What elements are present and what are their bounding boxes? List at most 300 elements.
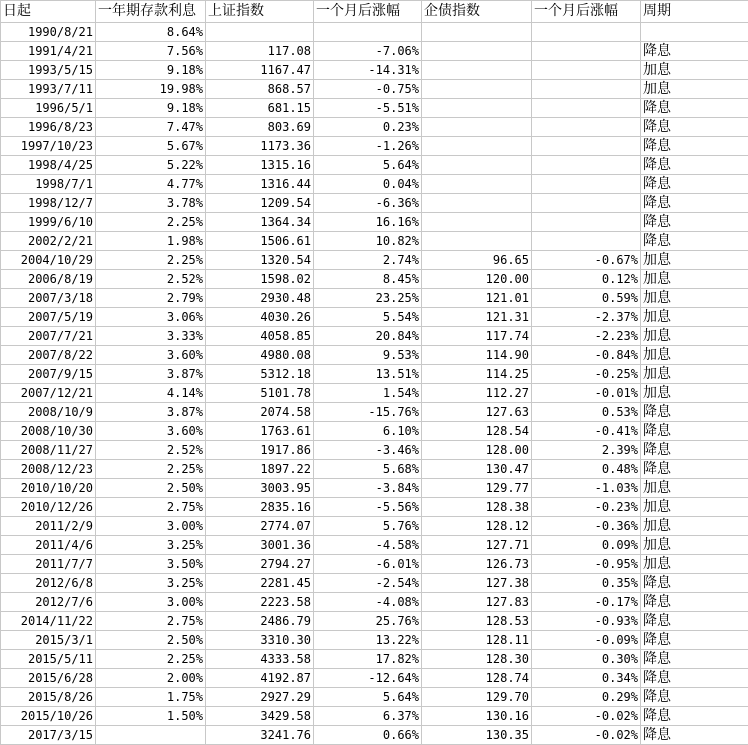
bond-index-cell[interactable]: 130.16: [422, 707, 532, 726]
cycle-cell[interactable]: 降息: [641, 42, 748, 61]
table-row: [1, 650, 748, 669]
date-cell[interactable]: 1990/8/21: [1, 23, 96, 42]
date-cell[interactable]: 1999/6/10: [1, 213, 96, 232]
shanghai-change-cell[interactable]: -2.54%: [314, 574, 422, 593]
date-cell[interactable]: 2010/12/26: [1, 498, 96, 517]
date-cell[interactable]: 2011/2/9: [1, 517, 96, 536]
table-row: [1, 460, 748, 479]
shanghai-change-cell[interactable]: 13.22%: [314, 631, 422, 650]
deposit-rate-cell[interactable]: 3.25%: [96, 536, 206, 555]
date-cell[interactable]: 2012/7/6: [1, 593, 96, 612]
deposit-rate-cell[interactable]: 9.18%: [96, 61, 206, 80]
shanghai-change-cell[interactable]: 5.76%: [314, 517, 422, 536]
shanghai-index-cell[interactable]: 2223.58: [206, 593, 314, 612]
date-cell[interactable]: 2006/8/19: [1, 270, 96, 289]
bond-index-cell[interactable]: 128.11: [422, 631, 532, 650]
shanghai-change-cell[interactable]: 2.74%: [314, 251, 422, 270]
date-cell[interactable]: 2015/10/26: [1, 707, 96, 726]
cycle-cell[interactable]: 降息: [641, 213, 748, 232]
date-cell[interactable]: 2008/11/27: [1, 441, 96, 460]
bond-change-cell[interactable]: -0.02%: [532, 707, 641, 726]
shanghai-change-cell[interactable]: 0.23%: [314, 118, 422, 137]
bond-index-cell[interactable]: 128.00: [422, 441, 532, 460]
table-row: [1, 42, 748, 61]
shanghai-index-cell[interactable]: 3001.36: [206, 536, 314, 555]
date-cell[interactable]: 2010/10/20: [1, 479, 96, 498]
deposit-rate-cell[interactable]: 3.00%: [96, 517, 206, 536]
cycle-cell[interactable]: 降息: [641, 137, 748, 156]
bond-change-cell[interactable]: -0.17%: [532, 593, 641, 612]
cycle-cell[interactable]: 降息: [641, 99, 748, 118]
shanghai-index-cell[interactable]: 2794.27: [206, 555, 314, 574]
date-cell[interactable]: 2008/10/9: [1, 403, 96, 422]
bond-index-cell[interactable]: [422, 194, 532, 213]
shanghai-change-cell[interactable]: 5.68%: [314, 460, 422, 479]
date-cell[interactable]: 1998/7/1: [1, 175, 96, 194]
bond-index-cell[interactable]: 127.38: [422, 574, 532, 593]
bond-index-cell[interactable]: 129.70: [422, 688, 532, 707]
table-row: [1, 61, 748, 80]
cycle-cell[interactable]: 加息: [641, 365, 748, 384]
table-row: [1, 175, 748, 194]
shanghai-index-cell[interactable]: 117.08: [206, 42, 314, 61]
shanghai-index-cell[interactable]: 803.69: [206, 118, 314, 137]
shanghai-change-cell[interactable]: [314, 23, 422, 42]
table-row: [1, 308, 748, 327]
cycle-cell[interactable]: 降息: [641, 707, 748, 726]
table-row: [1, 213, 748, 232]
shanghai-change-cell[interactable]: -4.08%: [314, 593, 422, 612]
shanghai-change-cell[interactable]: 10.82%: [314, 232, 422, 251]
bond-change-cell[interactable]: [532, 99, 641, 118]
deposit-rate-cell[interactable]: 2.25%: [96, 460, 206, 479]
shanghai-change-cell[interactable]: 9.53%: [314, 346, 422, 365]
deposit-rate-cell[interactable]: 7.47%: [96, 118, 206, 137]
date-cell[interactable]: 2002/2/21: [1, 232, 96, 251]
table-body: [1, 23, 748, 745]
table-row: [1, 726, 748, 745]
shanghai-index-cell[interactable]: 2930.48: [206, 289, 314, 308]
deposit-rate-cell[interactable]: 3.25%: [96, 574, 206, 593]
table-row: [1, 669, 748, 688]
bond-change-cell[interactable]: [532, 156, 641, 175]
cycle-cell[interactable]: 降息: [641, 403, 748, 422]
shanghai-change-cell[interactable]: -7.06%: [314, 42, 422, 61]
bond-index-cell[interactable]: 127.63: [422, 403, 532, 422]
deposit-rate-cell[interactable]: 3.06%: [96, 308, 206, 327]
cycle-cell[interactable]: 加息: [641, 289, 748, 308]
shanghai-change-cell[interactable]: 0.66%: [314, 726, 422, 745]
cycle-cell[interactable]: [641, 23, 748, 42]
bond-change-cell[interactable]: -0.93%: [532, 612, 641, 631]
cycle-cell[interactable]: 降息: [641, 441, 748, 460]
date-cell[interactable]: 2011/4/6: [1, 536, 96, 555]
shanghai-change-cell[interactable]: -1.26%: [314, 137, 422, 156]
date-cell[interactable]: 1993/7/11: [1, 80, 96, 99]
bond-change-cell[interactable]: 0.48%: [532, 460, 641, 479]
deposit-rate-cell[interactable]: 2.75%: [96, 612, 206, 631]
deposit-rate-cell[interactable]: 2.00%: [96, 669, 206, 688]
bond-change-cell[interactable]: -0.67%: [532, 251, 641, 270]
shanghai-index-cell[interactable]: 1320.54: [206, 251, 314, 270]
shanghai-change-cell[interactable]: 1.54%: [314, 384, 422, 403]
table-row: [1, 384, 748, 403]
shanghai-change-cell[interactable]: 8.45%: [314, 270, 422, 289]
shanghai-index-cell[interactable]: 4192.87: [206, 669, 314, 688]
bond-index-cell[interactable]: [422, 137, 532, 156]
cycle-cell[interactable]: 加息: [641, 517, 748, 536]
deposit-rate-cell[interactable]: 2.75%: [96, 498, 206, 517]
deposit-rate-cell[interactable]: 2.52%: [96, 441, 206, 460]
deposit-rate-cell[interactable]: 1.50%: [96, 707, 206, 726]
date-cell[interactable]: 2014/11/22: [1, 612, 96, 631]
bond-change-cell[interactable]: 0.12%: [532, 270, 641, 289]
table-row: [1, 23, 748, 42]
shanghai-change-cell[interactable]: -14.31%: [314, 61, 422, 80]
table-row: [1, 574, 748, 593]
shanghai-index-cell[interactable]: 3241.76: [206, 726, 314, 745]
shanghai-change-cell[interactable]: -6.01%: [314, 555, 422, 574]
bond-change-cell[interactable]: [532, 23, 641, 42]
table-row: [1, 118, 748, 137]
deposit-rate-cell[interactable]: 2.50%: [96, 479, 206, 498]
cycle-cell[interactable]: 降息: [641, 593, 748, 612]
deposit-rate-cell[interactable]: 7.56%: [96, 42, 206, 61]
cycle-cell[interactable]: 加息: [641, 61, 748, 80]
cycle-cell[interactable]: 降息: [641, 688, 748, 707]
header-date[interactable]: 日起: [1, 1, 96, 23]
shanghai-index-cell[interactable]: 4333.58: [206, 650, 314, 669]
date-cell[interactable]: 2007/3/18: [1, 289, 96, 308]
deposit-rate-cell[interactable]: 8.64%: [96, 23, 206, 42]
cycle-cell[interactable]: 加息: [641, 555, 748, 574]
shanghai-index-cell[interactable]: 1917.86: [206, 441, 314, 460]
deposit-rate-cell[interactable]: 1.98%: [96, 232, 206, 251]
bond-change-cell[interactable]: -0.01%: [532, 384, 641, 403]
bond-index-cell[interactable]: [422, 80, 532, 99]
shanghai-index-cell[interactable]: 1173.36: [206, 137, 314, 156]
shanghai-change-cell[interactable]: 17.82%: [314, 650, 422, 669]
bond-change-cell[interactable]: 0.09%: [532, 536, 641, 555]
cycle-cell[interactable]: 加息: [641, 498, 748, 517]
deposit-rate-cell[interactable]: 9.18%: [96, 99, 206, 118]
bond-index-cell[interactable]: [422, 42, 532, 61]
shanghai-change-cell[interactable]: -3.46%: [314, 441, 422, 460]
bond-change-cell[interactable]: 0.30%: [532, 650, 641, 669]
shanghai-index-cell[interactable]: 3429.58: [206, 707, 314, 726]
bond-index-cell[interactable]: 129.77: [422, 479, 532, 498]
date-cell[interactable]: 2017/3/15: [1, 726, 96, 745]
bond-change-cell[interactable]: [532, 137, 641, 156]
header-bond-1m-change[interactable]: 一个月后涨幅: [532, 1, 641, 23]
bond-change-cell[interactable]: 0.35%: [532, 574, 641, 593]
deposit-rate-cell[interactable]: 4.14%: [96, 384, 206, 403]
bond-index-cell[interactable]: 112.27: [422, 384, 532, 403]
bond-index-cell[interactable]: 130.47: [422, 460, 532, 479]
deposit-rate-cell[interactable]: 3.60%: [96, 346, 206, 365]
bond-index-cell[interactable]: 127.83: [422, 593, 532, 612]
shanghai-change-cell[interactable]: 13.51%: [314, 365, 422, 384]
table-row: [1, 99, 748, 118]
shanghai-index-cell[interactable]: 4058.85: [206, 327, 314, 346]
cycle-cell[interactable]: 加息: [641, 479, 748, 498]
shanghai-change-cell[interactable]: -4.58%: [314, 536, 422, 555]
shanghai-change-cell[interactable]: -15.76%: [314, 403, 422, 422]
shanghai-change-cell[interactable]: 16.16%: [314, 213, 422, 232]
bond-index-cell[interactable]: [422, 232, 532, 251]
date-cell[interactable]: 2007/7/21: [1, 327, 96, 346]
bond-change-cell[interactable]: -0.23%: [532, 498, 641, 517]
cycle-cell[interactable]: 降息: [641, 726, 748, 745]
shanghai-index-cell[interactable]: 2774.07: [206, 517, 314, 536]
bond-change-cell[interactable]: 0.34%: [532, 669, 641, 688]
shanghai-change-cell[interactable]: -0.75%: [314, 80, 422, 99]
shanghai-index-cell[interactable]: 1897.22: [206, 460, 314, 479]
cycle-cell[interactable]: 降息: [641, 650, 748, 669]
cycle-cell[interactable]: 降息: [641, 460, 748, 479]
cycle-cell[interactable]: 加息: [641, 251, 748, 270]
deposit-rate-cell[interactable]: 2.25%: [96, 251, 206, 270]
bond-change-cell[interactable]: -2.37%: [532, 308, 641, 327]
bond-index-cell[interactable]: 128.30: [422, 650, 532, 669]
shanghai-change-cell[interactable]: 23.25%: [314, 289, 422, 308]
bond-change-cell[interactable]: 0.53%: [532, 403, 641, 422]
table-row: [1, 593, 748, 612]
bond-change-cell[interactable]: [532, 118, 641, 137]
bond-index-cell[interactable]: 128.53: [422, 612, 532, 631]
table-row: [1, 688, 748, 707]
deposit-rate-cell[interactable]: 3.50%: [96, 555, 206, 574]
shanghai-change-cell[interactable]: 5.64%: [314, 688, 422, 707]
bond-change-cell[interactable]: -0.36%: [532, 517, 641, 536]
shanghai-index-cell[interactable]: 3310.30: [206, 631, 314, 650]
date-cell[interactable]: 2008/12/23: [1, 460, 96, 479]
shanghai-index-cell[interactable]: 1167.47: [206, 61, 314, 80]
bond-change-cell[interactable]: [532, 80, 641, 99]
date-cell[interactable]: 2012/6/8: [1, 574, 96, 593]
bond-index-cell[interactable]: 126.73: [422, 555, 532, 574]
cycle-cell[interactable]: 降息: [641, 574, 748, 593]
header-row: [1, 1, 748, 23]
shanghai-change-cell[interactable]: -12.64%: [314, 669, 422, 688]
bond-change-cell[interactable]: -0.95%: [532, 555, 641, 574]
shanghai-index-cell[interactable]: [206, 23, 314, 42]
date-cell[interactable]: 1998/4/25: [1, 156, 96, 175]
bond-index-cell[interactable]: 128.38: [422, 498, 532, 517]
deposit-rate-cell[interactable]: 2.25%: [96, 213, 206, 232]
deposit-rate-cell[interactable]: 2.79%: [96, 289, 206, 308]
shanghai-index-cell[interactable]: 681.15: [206, 99, 314, 118]
shanghai-index-cell[interactable]: 2835.16: [206, 498, 314, 517]
bond-index-cell[interactable]: 130.35: [422, 726, 532, 745]
shanghai-change-cell[interactable]: 20.84%: [314, 327, 422, 346]
header-shanghai-index[interactable]: 上证指数: [206, 1, 314, 23]
bond-index-cell[interactable]: 128.54: [422, 422, 532, 441]
bond-index-cell[interactable]: 120.00: [422, 270, 532, 289]
date-cell[interactable]: 2007/5/19: [1, 308, 96, 327]
shanghai-index-cell[interactable]: 2486.79: [206, 612, 314, 631]
date-cell[interactable]: 1993/5/15: [1, 61, 96, 80]
shanghai-index-cell[interactable]: 4030.26: [206, 308, 314, 327]
shanghai-index-cell[interactable]: 1506.61: [206, 232, 314, 251]
shanghai-index-cell[interactable]: 1763.61: [206, 422, 314, 441]
cycle-cell[interactable]: 降息: [641, 631, 748, 650]
bond-change-cell[interactable]: [532, 61, 641, 80]
deposit-rate-cell[interactable]: 19.98%: [96, 80, 206, 99]
bond-index-cell[interactable]: [422, 118, 532, 137]
shanghai-index-cell[interactable]: 868.57: [206, 80, 314, 99]
bond-change-cell[interactable]: -2.23%: [532, 327, 641, 346]
shanghai-index-cell[interactable]: 4980.08: [206, 346, 314, 365]
bond-change-cell[interactable]: -0.09%: [532, 631, 641, 650]
cycle-cell[interactable]: 降息: [641, 175, 748, 194]
bond-change-cell[interactable]: -0.02%: [532, 726, 641, 745]
header-shanghai-1m-change[interactable]: 一个月后涨幅: [314, 1, 422, 23]
deposit-rate-cell[interactable]: 5.22%: [96, 156, 206, 175]
cycle-cell[interactable]: 降息: [641, 669, 748, 688]
bond-index-cell[interactable]: 114.25: [422, 365, 532, 384]
date-cell[interactable]: 1998/12/7: [1, 194, 96, 213]
cycle-cell[interactable]: 降息: [641, 232, 748, 251]
shanghai-index-cell[interactable]: 2927.29: [206, 688, 314, 707]
bond-index-cell[interactable]: 114.90: [422, 346, 532, 365]
bond-index-cell[interactable]: [422, 61, 532, 80]
shanghai-change-cell[interactable]: 25.76%: [314, 612, 422, 631]
shanghai-index-cell[interactable]: 1209.54: [206, 194, 314, 213]
shanghai-change-cell[interactable]: 5.64%: [314, 156, 422, 175]
shanghai-change-cell[interactable]: -5.51%: [314, 99, 422, 118]
cycle-cell[interactable]: 加息: [641, 308, 748, 327]
date-cell[interactable]: 1996/8/23: [1, 118, 96, 137]
cycle-cell[interactable]: 降息: [641, 118, 748, 137]
date-cell[interactable]: 2007/8/22: [1, 346, 96, 365]
shanghai-index-cell[interactable]: 1315.16: [206, 156, 314, 175]
bond-change-cell[interactable]: [532, 194, 641, 213]
shanghai-index-cell[interactable]: 5101.78: [206, 384, 314, 403]
table-row: [1, 612, 748, 631]
bond-index-cell[interactable]: 117.74: [422, 327, 532, 346]
bond-index-cell[interactable]: [422, 213, 532, 232]
table-row: [1, 270, 748, 289]
cycle-cell[interactable]: 降息: [641, 156, 748, 175]
deposit-rate-cell[interactable]: 3.60%: [96, 422, 206, 441]
bond-change-cell[interactable]: [532, 42, 641, 61]
deposit-rate-cell[interactable]: 2.50%: [96, 631, 206, 650]
table-row: [1, 194, 748, 213]
shanghai-index-cell[interactable]: 3003.95: [206, 479, 314, 498]
deposit-rate-cell[interactable]: 5.67%: [96, 137, 206, 156]
date-cell[interactable]: 2007/9/15: [1, 365, 96, 384]
date-cell[interactable]: 2015/5/11: [1, 650, 96, 669]
deposit-rate-cell[interactable]: 3.33%: [96, 327, 206, 346]
shanghai-change-cell[interactable]: -5.56%: [314, 498, 422, 517]
date-cell[interactable]: 2015/6/28: [1, 669, 96, 688]
bond-change-cell[interactable]: -1.03%: [532, 479, 641, 498]
bond-index-cell[interactable]: [422, 99, 532, 118]
deposit-rate-cell[interactable]: [96, 726, 206, 745]
shanghai-index-cell[interactable]: 1364.34: [206, 213, 314, 232]
bond-index-cell[interactable]: [422, 175, 532, 194]
bond-index-cell[interactable]: 96.65: [422, 251, 532, 270]
table-row: [1, 707, 748, 726]
bond-change-cell[interactable]: [532, 213, 641, 232]
bond-change-cell[interactable]: -0.41%: [532, 422, 641, 441]
date-cell[interactable]: 2015/3/1: [1, 631, 96, 650]
shanghai-index-cell[interactable]: 1316.44: [206, 175, 314, 194]
cycle-cell[interactable]: 加息: [641, 384, 748, 403]
shanghai-index-cell[interactable]: 2281.45: [206, 574, 314, 593]
cycle-cell[interactable]: 加息: [641, 346, 748, 365]
shanghai-change-cell[interactable]: -3.84%: [314, 479, 422, 498]
bond-change-cell[interactable]: [532, 175, 641, 194]
cycle-cell[interactable]: 降息: [641, 612, 748, 631]
deposit-rate-cell[interactable]: 3.87%: [96, 403, 206, 422]
cycle-cell[interactable]: 加息: [641, 80, 748, 99]
table-row: [1, 403, 748, 422]
date-cell[interactable]: 1997/10/23: [1, 137, 96, 156]
bond-change-cell[interactable]: -0.25%: [532, 365, 641, 384]
table-row: [1, 346, 748, 365]
deposit-rate-cell[interactable]: 1.75%: [96, 688, 206, 707]
shanghai-change-cell[interactable]: 6.10%: [314, 422, 422, 441]
date-cell[interactable]: 2008/10/30: [1, 422, 96, 441]
table-row: [1, 555, 748, 574]
bond-index-cell[interactable]: [422, 23, 532, 42]
bond-change-cell[interactable]: 2.39%: [532, 441, 641, 460]
bond-index-cell[interactable]: 128.74: [422, 669, 532, 688]
deposit-rate-cell[interactable]: 2.52%: [96, 270, 206, 289]
date-cell[interactable]: 2007/12/21: [1, 384, 96, 403]
bond-index-cell[interactable]: 121.01: [422, 289, 532, 308]
bond-change-cell[interactable]: 0.59%: [532, 289, 641, 308]
shanghai-change-cell[interactable]: 0.04%: [314, 175, 422, 194]
date-cell[interactable]: 2011/7/7: [1, 555, 96, 574]
deposit-rate-cell[interactable]: 3.00%: [96, 593, 206, 612]
table-row: [1, 498, 748, 517]
table-row: [1, 232, 748, 251]
bond-change-cell[interactable]: -0.84%: [532, 346, 641, 365]
bond-change-cell[interactable]: [532, 232, 641, 251]
deposit-rate-cell[interactable]: 2.25%: [96, 650, 206, 669]
cycle-cell[interactable]: 降息: [641, 422, 748, 441]
date-cell[interactable]: 1996/5/1: [1, 99, 96, 118]
header-cycle[interactable]: 周期: [641, 1, 748, 23]
shanghai-index-cell[interactable]: 5312.18: [206, 365, 314, 384]
deposit-rate-cell[interactable]: 4.77%: [96, 175, 206, 194]
bond-index-cell[interactable]: 121.31: [422, 308, 532, 327]
cycle-cell[interactable]: 降息: [641, 194, 748, 213]
date-cell[interactable]: 1991/4/21: [1, 42, 96, 61]
deposit-rate-cell[interactable]: 3.87%: [96, 365, 206, 384]
deposit-rate-cell[interactable]: 3.78%: [96, 194, 206, 213]
header-deposit-rate[interactable]: 一年期存款利息: [96, 1, 206, 23]
date-cell[interactable]: 2004/10/29: [1, 251, 96, 270]
bond-index-cell[interactable]: [422, 156, 532, 175]
bond-index-cell[interactable]: 128.12: [422, 517, 532, 536]
cycle-cell[interactable]: 加息: [641, 270, 748, 289]
bond-change-cell[interactable]: 0.29%: [532, 688, 641, 707]
cycle-cell[interactable]: 加息: [641, 536, 748, 555]
shanghai-change-cell[interactable]: -6.36%: [314, 194, 422, 213]
shanghai-index-cell[interactable]: 1598.02: [206, 270, 314, 289]
shanghai-change-cell[interactable]: 5.54%: [314, 308, 422, 327]
shanghai-index-cell[interactable]: 2074.58: [206, 403, 314, 422]
bond-index-cell[interactable]: 127.71: [422, 536, 532, 555]
date-cell[interactable]: 2015/8/26: [1, 688, 96, 707]
cycle-cell[interactable]: 加息: [641, 327, 748, 346]
header-corp-bond-index[interactable]: 企债指数: [422, 1, 532, 23]
shanghai-change-cell[interactable]: 6.37%: [314, 707, 422, 726]
